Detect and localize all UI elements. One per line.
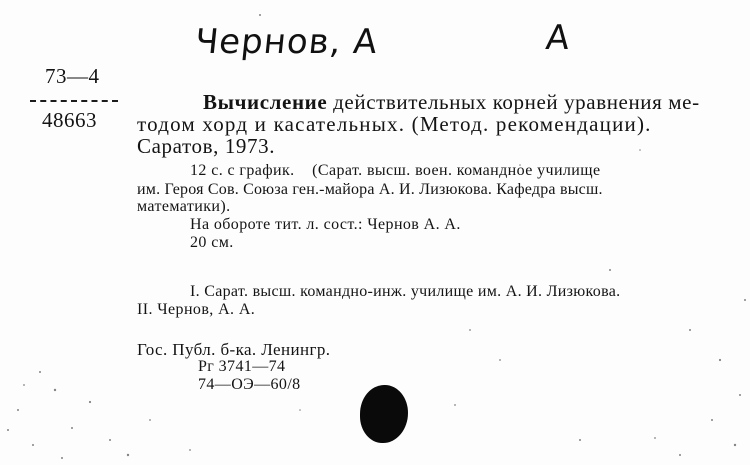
description-line-2: им. Героя Сов. Союза ген.-майора А. И. Лизюкова. Кафедра высш. <box>137 181 603 198</box>
call-number-top: 73—4 <box>45 64 100 88</box>
imprint-registry: Рг 3741—74 <box>198 358 286 375</box>
description-line-3: математики). <box>137 198 231 215</box>
imprint-order: 74—ОЭ—60/8 <box>198 376 301 393</box>
handwritten-mark: А <box>543 18 573 58</box>
handwritten-author: Чернов, А <box>192 22 380 62</box>
title-keyword: Вычисление <box>203 90 328 114</box>
call-number-divider <box>30 100 118 102</box>
title-line-1-rest: действительных корней уравнения ме- <box>327 90 700 114</box>
title-line-2: тодом хорд и касательных. (Метод. рекомендации). <box>137 112 652 136</box>
description-line-5: 20 см. <box>190 234 234 251</box>
imprint-library: Гос. Публ. б-ка. Ленингр. <box>137 340 331 359</box>
description-line-4: На обороте тит. л. сост.: Чернов А. А. <box>190 216 461 233</box>
title-line-3: Саратов, 1973. <box>137 134 276 158</box>
tracing-line-1: I. Сарат. высш. командно-инж. училище им. А. И. Лизюкова. <box>190 283 621 300</box>
description-line-1: 12 с. с график. (Сарат. высш. воен. командное училище <box>190 162 601 179</box>
call-number-bottom: 48663 <box>42 108 97 132</box>
tracing-line-2: II. Чернов, А. А. <box>137 301 256 318</box>
